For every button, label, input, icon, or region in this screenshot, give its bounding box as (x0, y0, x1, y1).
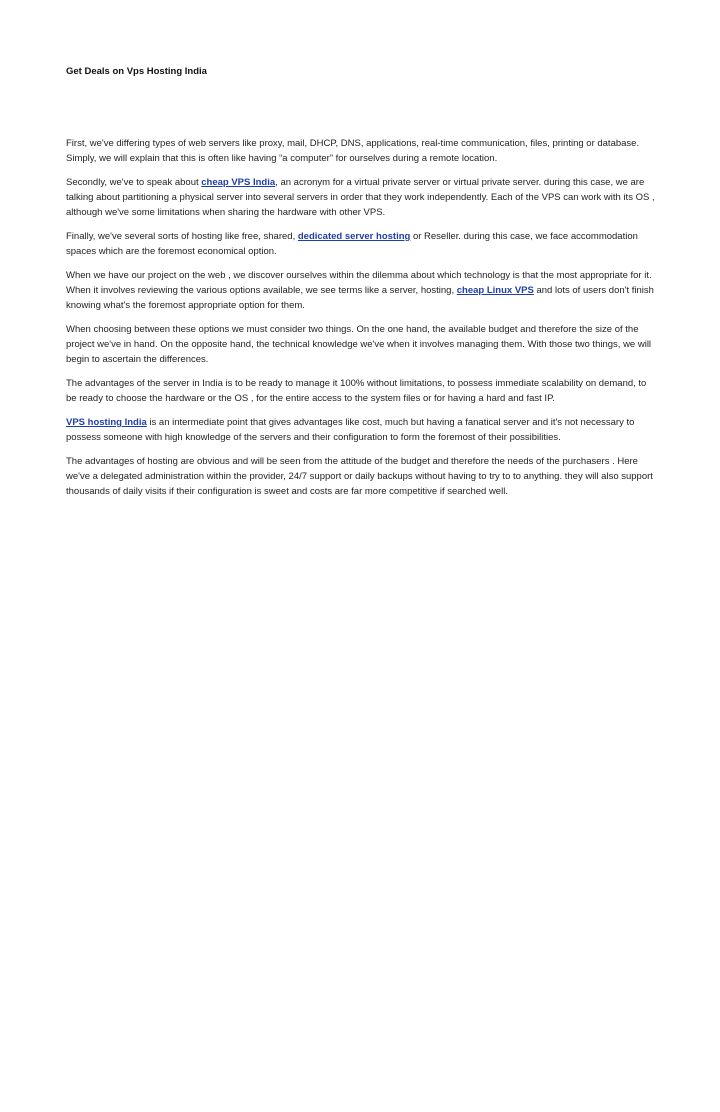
paragraph-text: First, we've differing types of web servers like proxy, mail, DHCP, DNS, applications, real-time communication, files, printing or database. Simply, we will explain that this is often like having “a computer” for ourselves during a remote location. (66, 138, 640, 164)
paragraph-hosting-types (66, 229, 658, 259)
paragraph-choosing-options (66, 322, 658, 367)
dedicated-server-hosting-link[interactable]: dedicated server hosting (297, 231, 411, 242)
cheap-vps-india-link[interactable]: cheap VPS India (201, 177, 276, 188)
paragraph-hosting-advantages (66, 454, 658, 499)
paragraph-text: When we have our project on the web , we discover ourselves within the dilemma about which technology is that the most appropriate for it. When it involves reviewing the various options available, we see terms like a server, hosting, (66, 270, 652, 296)
paragraph-project-dilemma (66, 268, 658, 313)
paragraph-text: Finally, we've several sorts of hosting like free, shared, (66, 231, 298, 242)
paragraph-text: , an acronym for a virtual private server or virtual private server. during this case, we are talking about partitioning a physical server into several servers in order that they work independently. Each of the VPS can work with its OS , although we've some limitations when sharing the hardware with other VPS. (66, 177, 655, 218)
paragraph-text: When choosing between these options we must consider two things. On the one hand, the available budget and therefore the size of the project we've in hand. On the opposite hand, the technical knowledge we've when it involves managing them. With those two things, we will begin to ascertain the differences. (66, 324, 652, 365)
paragraph-text: The advantages of hosting are obvious and will be seen from the attitude of the budget and therefore the needs of the purchasers . Here we've a delegated administration within the provider, 24/7 support or daily backups without having to try to to anything. they will also support thousands of daily visits if their configuration is sweet and costs are far more competitive if searched well. (66, 456, 653, 497)
paragraph-text: and lots of users don't finish knowing what's the foremost appropriate option for them. (66, 285, 654, 311)
document-title: Get Deals on Vps Hosting India (66, 66, 207, 77)
paragraph-server-advantages (66, 376, 658, 406)
document-body (66, 136, 658, 508)
paragraph-text: The advantages of the server in India is to be ready to manage it 100% without limitations, to possess immediate scalability on demand, to be ready to choose the hardware or the OS , for the entire access to the system files or for having a hard and fast IP. (66, 378, 647, 404)
cheap-linux-vps-link[interactable]: cheap Linux VPS (456, 285, 534, 296)
paragraph-vps (66, 175, 658, 220)
paragraph-web-servers (66, 136, 658, 166)
vps-hosting-india-link[interactable]: VPS hosting India (66, 417, 147, 428)
paragraph-vps-intermediate (66, 415, 658, 445)
paragraph-text: Secondly, we've to speak about (66, 177, 202, 188)
paragraph-text: or Reseller. during this case, we face accommodation spaces which are the foremost economical option. (66, 231, 638, 257)
paragraph-text: is an intermediate point that gives advantages like cost, much but having a fanatical server and it's not necessary to possess someone with high knowledge of the servers and their configuration to form the foremost of their possibilities. (66, 417, 635, 443)
